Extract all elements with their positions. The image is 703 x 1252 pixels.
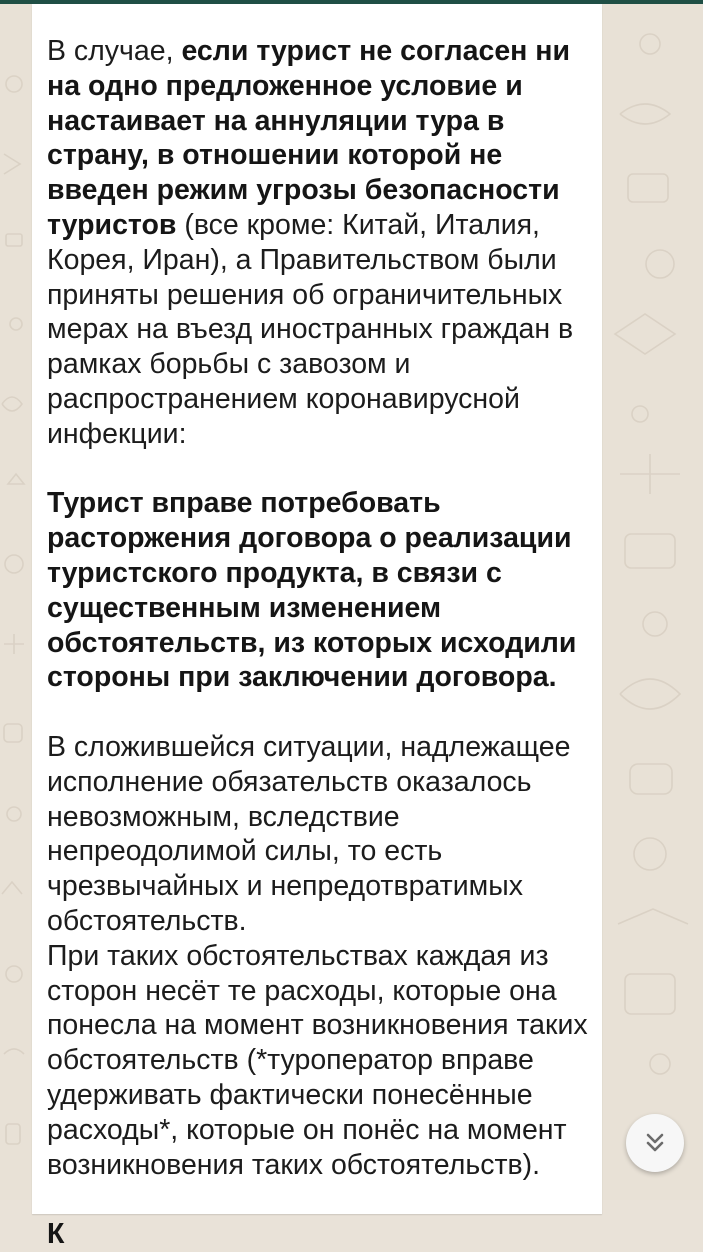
paragraph-5 xyxy=(47,1217,592,1252)
paragraph-2-bold: Турист вправе потребовать расторжения договора о реализации туристского продукта, в связи с существенным изменением обстоятельств, из которых исходили стороны при заключении договора. xyxy=(47,487,577,694)
scroll-down-button[interactable] xyxy=(626,1114,684,1172)
paragraph-2 xyxy=(47,486,592,695)
message-text xyxy=(47,34,592,1252)
double-chevron-down-icon xyxy=(642,1130,668,1156)
paragraph-5-bold-partial: К xyxy=(47,1218,65,1251)
paragraph-1 xyxy=(47,34,592,452)
paragraph-4: При таких обстоятельствах каждая из сторон несёт те расходы, которые она понесла на момент возникновения таких обстоятельств (*туроператор вправе удерживать фактически понесённые расходы*, которые он понёс на момент возникновения таких обстоятельств). xyxy=(47,939,588,1181)
paragraph-gap xyxy=(47,695,592,730)
paragraph-1-bold: если турист не согласен ни на одно предложенное условие и настаивает на аннуляции тура в страну, в отношении которой не введен режим угрозы безопасности туристов xyxy=(47,35,571,241)
paragraph-3: В сложившейся ситуации, надлежащее исполнение обязательств оказалось невозможным, вследствие непреодолимой силы, то есть чрезвычайных и непредотвратимых обстоятельств. xyxy=(47,730,571,937)
paragraph-1-normal-end: (все кроме: Китай, Италия, Корея, Иран), а Правительством были приняты решения об ограничительных мерах на въезд иностранных граждан в рамках борьбы с завозом и распространением коронавирусной инфекции: xyxy=(47,208,574,450)
paragraph-1-normal-start: В случае, xyxy=(47,35,182,67)
paragraph-gap xyxy=(47,452,592,487)
